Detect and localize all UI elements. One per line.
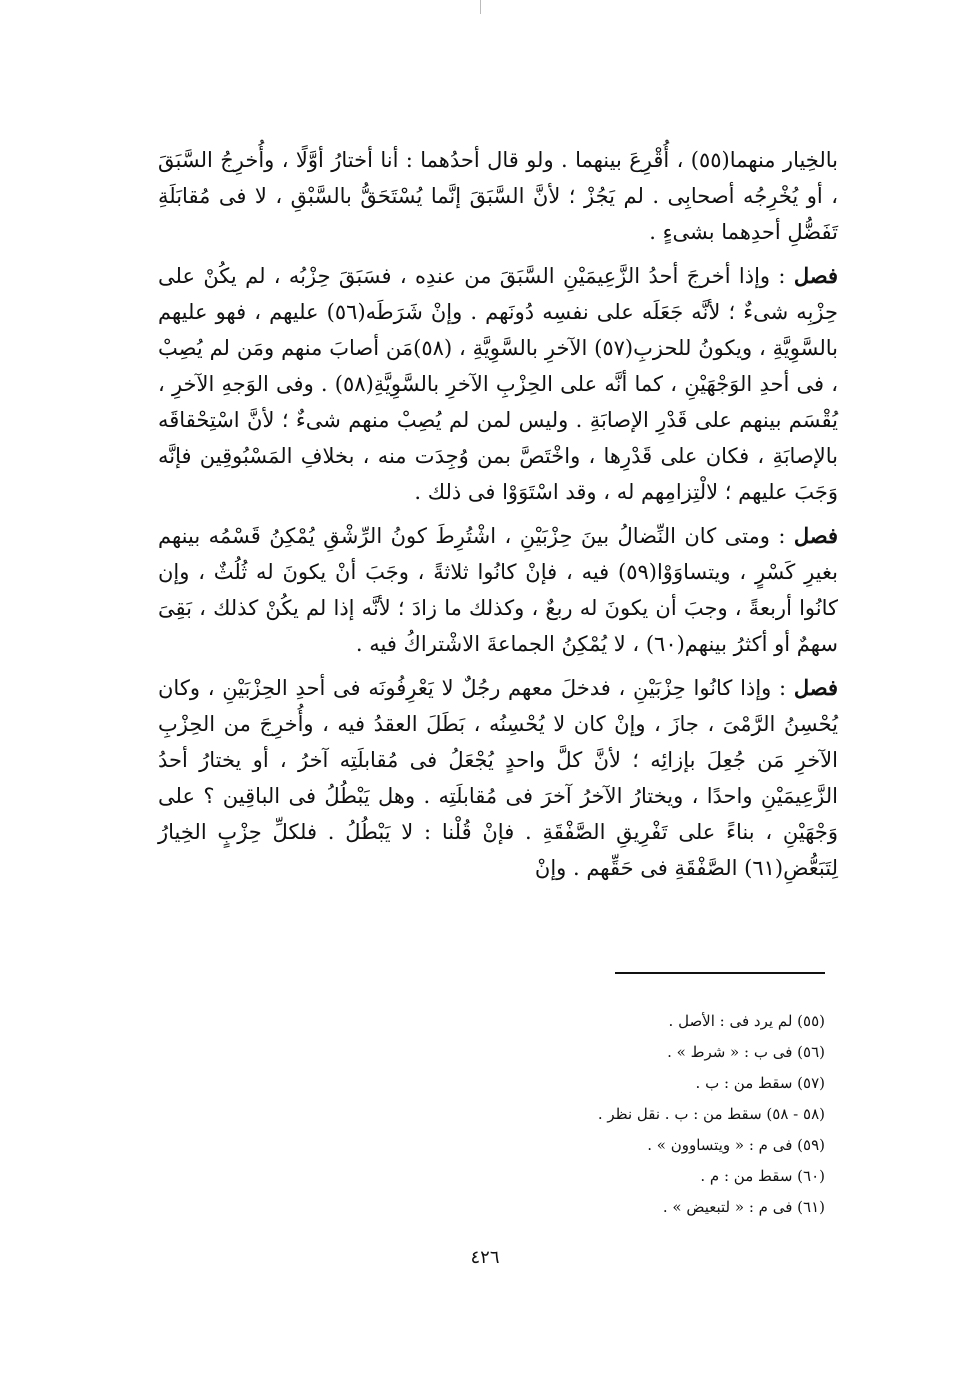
paragraph-2 bbox=[158, 258, 838, 510]
scan-mark bbox=[480, 0, 481, 14]
footnote-59: (٥٩) فى م : « ويتساوون » . bbox=[647, 1136, 825, 1154]
footnotes bbox=[500, 1006, 825, 1223]
footnote-57: (٥٧) سقط من : ب . bbox=[695, 1074, 825, 1092]
paragraph-text: : وإذا كانُوا حِزْبَيْنِ ، فدخلَ معهم رجُلٌ لا يَعْرِفُونَه فى أحدِ الحِزْبَيْنِ ، وكان يُحْسِنُ الرَّمْىَ ، جازَ ، وإنْ كان لا يُحْسِنُه ، بَطَلَ العقدُ فيه ، وأُخرِجَ من الحِزْبِ الآخرِ مَن جُعِلَ بإزائِه ؛ لأنَّ كلَّ واحدٍ يُجْعَلُ فى مُقابلَتِه آخرُ ، أو يختارُ أحدُ الزَّعِيمَيْنِ واحدًا ، ويختارُ الآخرُ آخرَ فى مُقابلَتِه . وهل يَبْطُلُ فى الباقِين ؟ على وَجْهَيْنِ ، بناءً على تَفْرِيقِ الصَّفْقَةِ . فإنْ قُلْنا : لا يَبْطُلُ . فلكلِّ حِزْبٍ الخِيارُ لِتَبَعُّضِ(٦١) الصَّفْقَةِ فى حَقِّهم . وإنْ bbox=[158, 676, 838, 880]
footnote-separator bbox=[615, 972, 825, 974]
paragraph-4 bbox=[158, 670, 838, 886]
footnote-61: (٦١) فى م : « لتبعيض » . bbox=[662, 1198, 825, 1216]
footnote-55: (٥٥) لم يرد فى : الأصل . bbox=[668, 1012, 825, 1030]
footnote-56: (٥٦) فى ب : « شرط » . bbox=[667, 1043, 825, 1061]
paragraph-3 bbox=[158, 518, 838, 662]
footnote-58: (٥٨ - ٥٨) سقط من : ب . نقل نظر . bbox=[597, 1105, 825, 1123]
paragraph-text: بالخِيار منهما(٥٥) ، أُقْرِعَ بينهما . ولو قال أحدُهما : أنا أختارُ أوَّلًا ، وأُخرِجُ السَّبَقَ ، أو يُخْرِجُه أصحابِى . لم يَجُزْ ؛ لأنَّ السَّبَقَ إنَّما يُسْتَحَقُّ بالسَّبْقِ ، لا فى مُقابَلَةِ تَفَضُّلِ أحدِهما بشىءٍ . bbox=[158, 148, 838, 244]
footnote-60: (٦٠) سقط من : م . bbox=[700, 1167, 825, 1185]
paragraph-1 bbox=[158, 142, 838, 250]
section-keyword: فصل bbox=[793, 523, 838, 548]
section-keyword: فصل bbox=[793, 263, 838, 288]
page-number: ٤٢٦ bbox=[470, 1247, 500, 1268]
paragraph-text: : ومتى كان النِّضالُ بينَ حِزْبَيْنِ ، اشْتُرِطَ كونُ الرِّشْقِ يُمْكِنُ قَسْمُه بينهم بغيرِ كَسْرٍ ، ويتساوَوْا(٥٩) فيه ، فإنْ كانُوا ثلاثةً ، وجَبَ أنْ يكونَ له ثُلُثٌ ، وإن كانُوا أربعةً ، وجبَ أن يكونَ له ربعٌ ، وكذلك ما زادَ ؛ لأنَّه إذا لم يكُنْ كذلك ، بَقِىَ سهمٌ أو أكثرُ بينهم(٦٠) ، لا يُمْكِنُ الجماعةَ الاشْتراكُ فيه . bbox=[158, 524, 838, 656]
section-keyword: فصل bbox=[793, 675, 838, 700]
main-text bbox=[158, 142, 838, 894]
paragraph-text: : وإذا أخرجَ أحدُ الزَّعِيمَيْنِ السَّبَقَ من عندِه ، فسَبَقَ حِزْبُه ، لم يكُنْ على حِزْبِه شىءٌ ؛ لأنَّه جَعَلَه على نفسِه دُونَهم . وإنْ شَرَطَه(٥٦) عليهم ، فهو عليهم بالسَّوِيَّةِ ، ويكونُ للحزبِ(٥٧) الآخرِ بالسَّوِيَّةِ ، (٥٨)مَن أصابَ منهم ومَن لم يُصِبْ ، فى أحدِ الوَجْهَيْنِ ، كما أنَّه على الحِزْبِ الآخرِ بالسَّوِيَّةِ(٥٨) . وفى الوَجهِ الآخرِ ، يُقْسَم بينهم على قَدْرِ الإصابَةِ . وليس لمن لم يُصِبْ منهم شىءٌ ؛ لأنَّ اسْتِحْقاقَه بالإصابَةِ ، فكان على قَدْرِها ، واخْتَصَّ بمن وُجِدَت منه ، بخلافِ المَسْبُوقِين فإنَّه وَجَبَ عليهم ؛ لالْتِزامِهم له ، وقد اسْتَوَوْا فى ذلك . bbox=[158, 264, 838, 504]
